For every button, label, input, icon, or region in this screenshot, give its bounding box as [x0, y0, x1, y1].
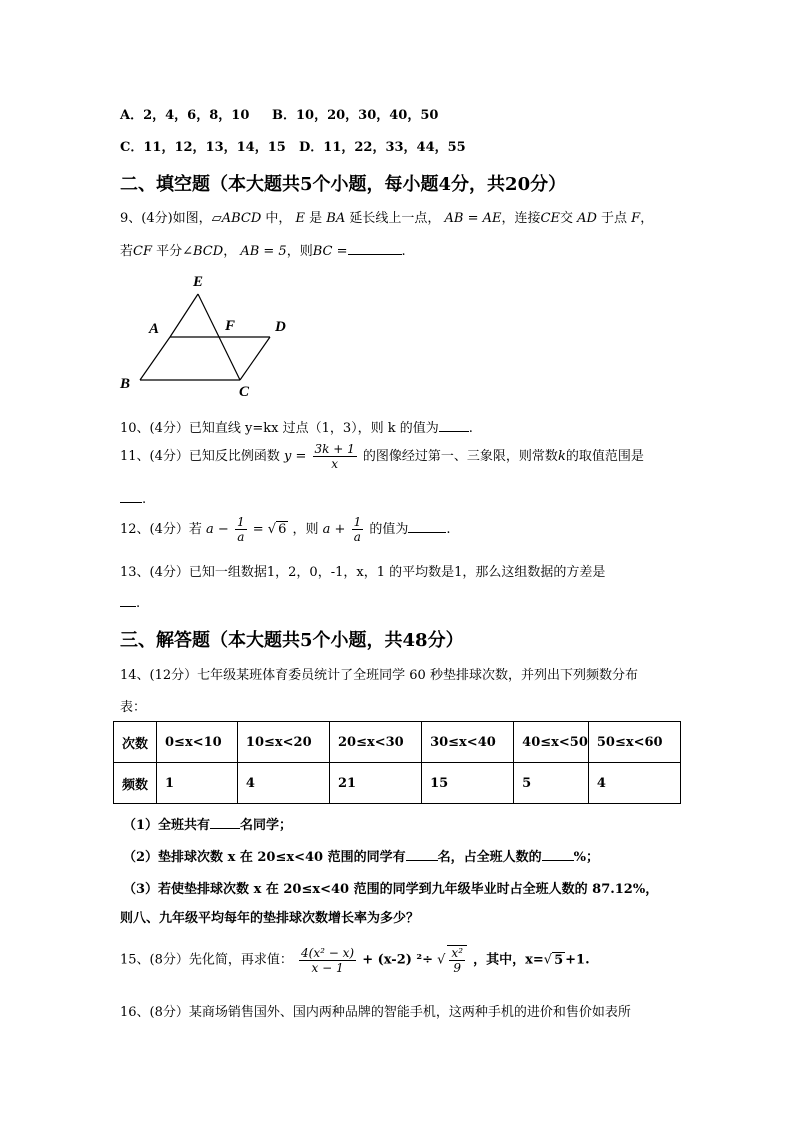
q10: 10、(4分）已知直线 y=kx 过点（1，3），则 k 的值为 . — [120, 421, 473, 436]
label-e: E — [193, 274, 204, 290]
table-cell: 10≤x<20 — [237, 722, 329, 763]
edge-ae — [170, 294, 198, 337]
q14-line1: 14、(12分）七年级某班体育委员统计了全班同学 60 秒垫排球次数，并列出下列频数分布 — [120, 668, 638, 683]
q14-part1-blank[interactable] — [210, 816, 240, 829]
option-c: C．11，12，13，14，15 — [120, 140, 286, 155]
label-a: A — [149, 321, 160, 337]
q13-line1: 13、(4分）已知一组数据1，2，0，-1，x，1 的平均数是1，那么这组数据的方差是 — [120, 565, 606, 580]
table-cell: 5 — [514, 763, 589, 804]
section2-title: 二、填空题（本大题共5个小题，每小题4分，共20分） — [120, 174, 567, 195]
q12: 12、(4分）若 a − $\frac{1}{a}$ = √ 6 ，则 a + $\frac{1}{a}$ 的值为 . — [120, 515, 451, 544]
q9-line2: 若CF 平分∠BCD， AB = 5，则BC = . — [120, 244, 406, 259]
q11-line1: 11、(4分）已知反比例函数 y = $\frac{3k + 1}{x}$ 的图像经过第一、三象限，则常数k的取值范围是 — [120, 442, 644, 471]
table-cell: 1 — [157, 763, 238, 804]
q11-line2: . — [120, 490, 146, 507]
table-cell: 30≤x<40 — [422, 722, 514, 763]
table-cell: 0≤x<10 — [157, 722, 238, 763]
q14-part3-line2: 则八、九年级平均每年的垫排球次数增长率为多少？ — [120, 911, 420, 926]
q11-answer-blank[interactable] — [120, 490, 142, 503]
label-f: F — [225, 318, 236, 334]
table-cell: 频数 — [114, 763, 157, 804]
table-cell: 20≤x<30 — [330, 722, 422, 763]
q14-line2: 表： — [120, 700, 147, 715]
label-d: D — [275, 319, 286, 335]
table-cell: 21 — [330, 763, 422, 804]
q9-line1: 9、(4分)如图，▱ABCD 中， E 是 BA 延长线上一点， AB = AE，连接CE交 AD 于点 F， — [120, 211, 654, 226]
q10-answer-blank[interactable] — [439, 419, 469, 432]
table-row — [114, 763, 681, 804]
table-cell: 40≤x<50 — [514, 722, 589, 763]
q14-part1: （1）全班共有 名同学； — [123, 818, 293, 833]
edge-dc — [240, 337, 270, 380]
q14-part2: （2）垫排球次数 x 在 20≤x<40 范围的同学有 名，占全班人数的 %； — [123, 850, 599, 865]
q14-part2-blank-count[interactable] — [406, 848, 438, 861]
label-b: B — [120, 376, 131, 392]
section3-title: 三、解答题（本大题共5个小题，共48分） — [120, 630, 464, 651]
table-cell: 50≤x<60 — [588, 722, 680, 763]
q9-answer-blank[interactable] — [348, 242, 402, 255]
table-row — [114, 722, 681, 763]
q16: 16、(8分）某商场销售国外、国内两种品牌的智能手机，这两种手机的进价和售价如表所 — [120, 1005, 631, 1020]
option-d: D．11，22，33，44，55 — [299, 140, 466, 155]
q15: 15、(8分）先化简，再求值： $\frac{\text{4(x² − x)}}{x - 1}$ + (x-2) ²÷ √ $\frac{\text{x²}}{9}$ ，其中，x=√ 5 +1. — [120, 945, 590, 975]
option-b: B．10，20，30，40，50 — [272, 108, 439, 123]
q14-part3-line1: （3）若使垫排球次数 x 在 20≤x<40 范围的同学到九年级毕业时占全班人数的 87.12%， — [123, 882, 659, 897]
frequency-table — [113, 721, 681, 804]
q9-parallelogram-figure — [115, 270, 305, 400]
q13-answer-blank[interactable] — [120, 594, 136, 607]
table-cell: 4 — [237, 763, 329, 804]
table-cell: 次数 — [114, 722, 157, 763]
label-c: C — [239, 384, 250, 400]
q14-part2-blank-percent[interactable] — [542, 848, 574, 861]
table-cell: 4 — [588, 763, 680, 804]
q13-line2: . — [120, 594, 140, 611]
q12-answer-blank[interactable] — [408, 520, 446, 533]
edge-ba — [140, 337, 170, 380]
table-cell: 15 — [422, 763, 514, 804]
option-a: A．2，4，6，8，10 — [120, 108, 250, 123]
